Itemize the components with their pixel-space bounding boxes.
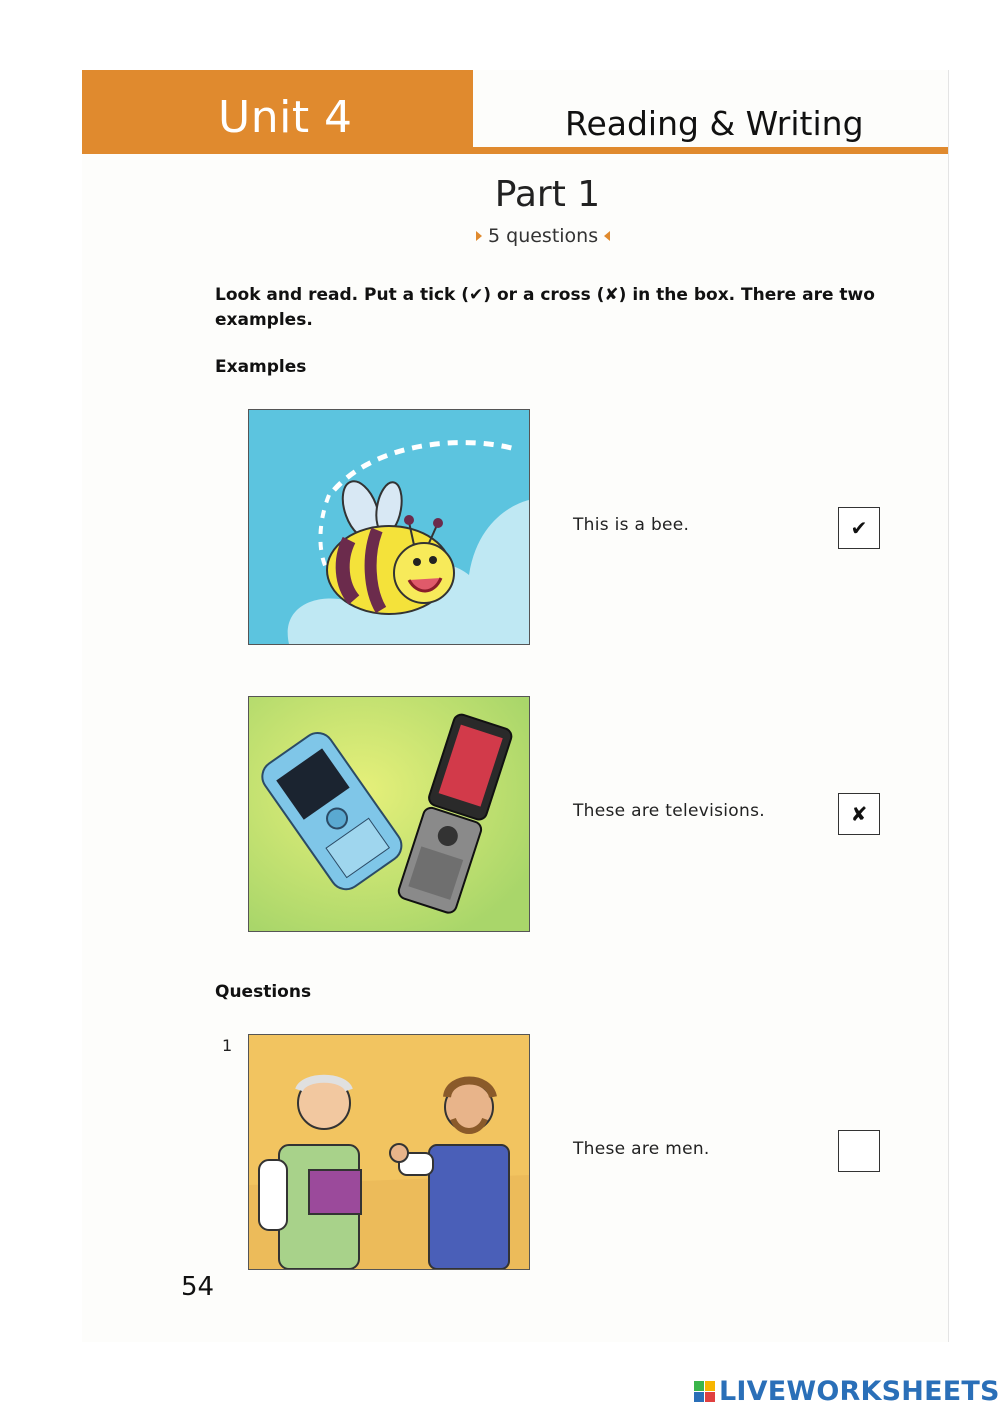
example-2-sentence: These are televisions. [573, 801, 765, 821]
part-title: Part 1 [494, 174, 601, 215]
watermark-text: LIVEWORKSHEETS [719, 1376, 1000, 1407]
examples-heading: Examples [215, 357, 307, 377]
header-rule [473, 147, 948, 154]
bee-picture [248, 409, 530, 645]
page-number: 54 [181, 1272, 215, 1302]
unit-title: Unit 4 [218, 92, 353, 143]
instruction-text: Look and read. Put a tick (✔) or a cross (✘) in the box. There are two examples. [215, 285, 875, 330]
questions-heading: Questions [215, 982, 312, 1002]
mobile-phones-picture [248, 696, 530, 932]
example-1-answer-box: ✔ [838, 507, 880, 549]
liveworksheets-logo [694, 1376, 1000, 1407]
liveworksheets-badge-icon [694, 1381, 715, 1402]
question-count [476, 225, 610, 247]
example-2-answer-box: ✘ [838, 793, 880, 835]
question-1-number: 1 [222, 1036, 233, 1055]
two-men-picture [248, 1034, 530, 1270]
question-count-label: 5 questions [488, 225, 599, 247]
example-1-sentence: This is a bee. [573, 515, 690, 535]
question-1-answer-box[interactable] [838, 1130, 880, 1172]
question-1-sentence: These are men. [573, 1139, 710, 1159]
triangle-left-icon [604, 231, 610, 241]
triangle-right-icon [476, 231, 482, 241]
section-title: Reading & Writing [565, 104, 864, 143]
